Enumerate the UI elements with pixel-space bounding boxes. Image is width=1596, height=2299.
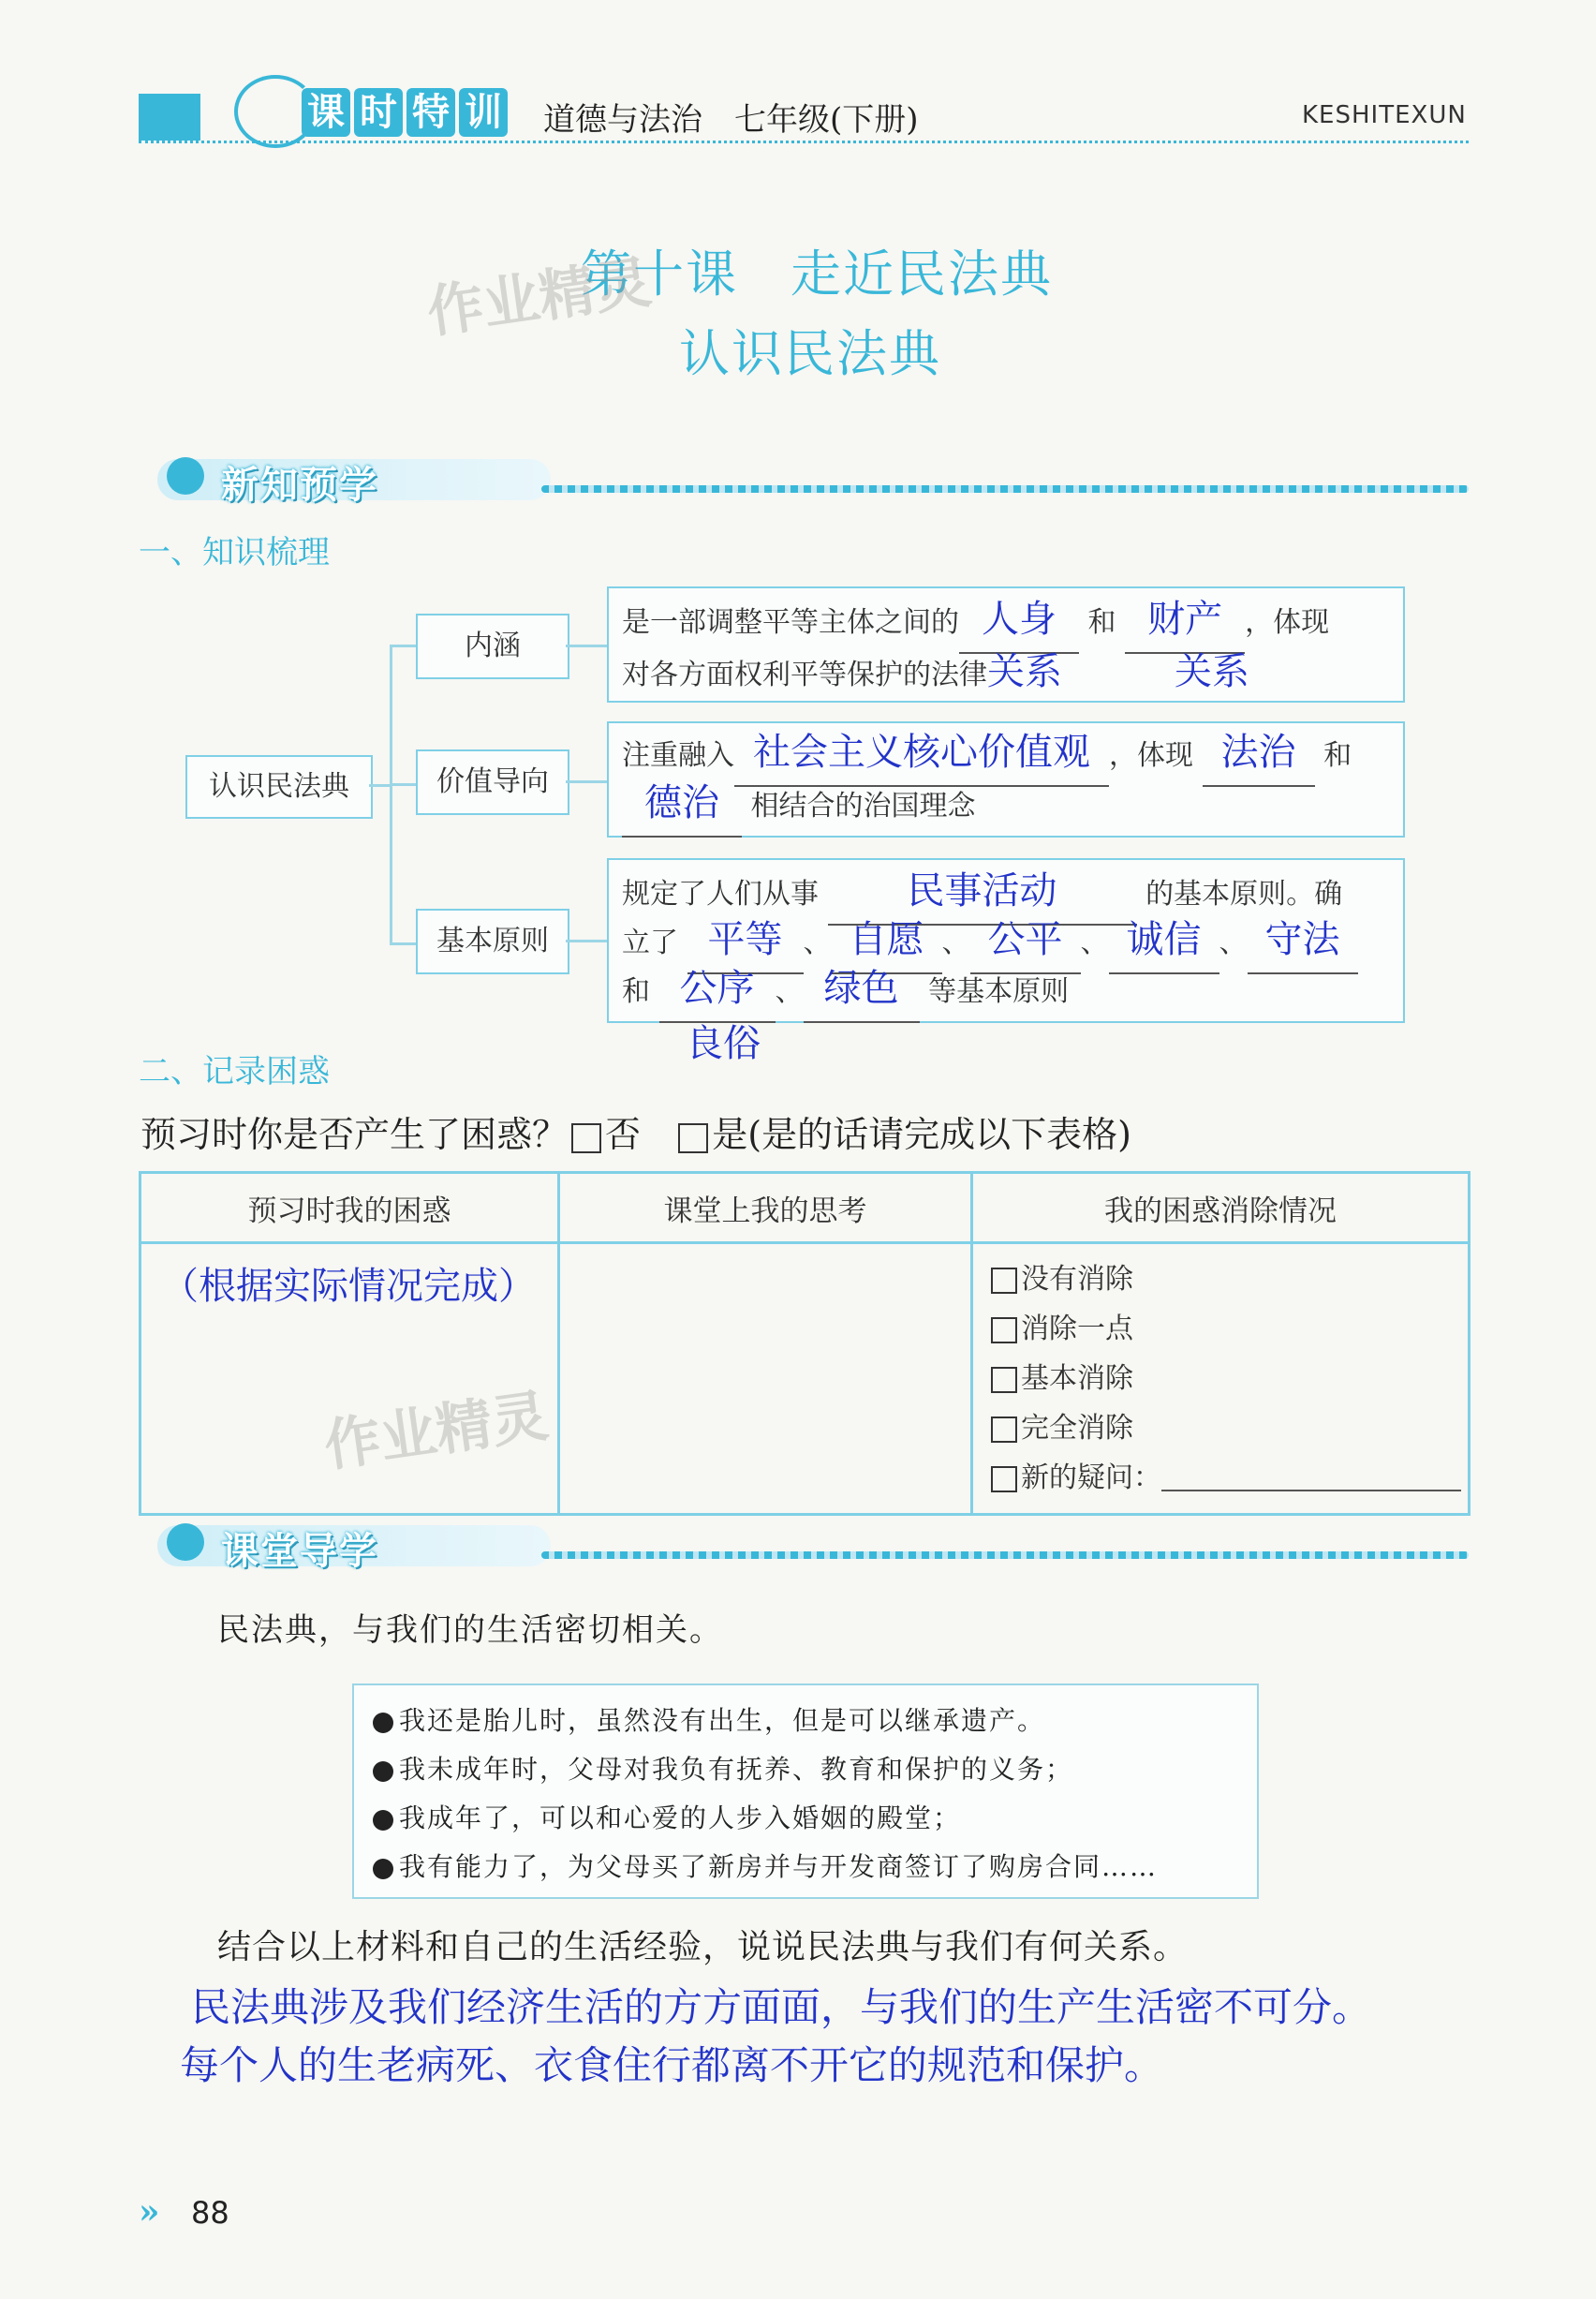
header-color-block	[139, 94, 200, 141]
tree-root	[185, 755, 373, 819]
text: 、	[941, 927, 970, 959]
text: 和	[1087, 606, 1116, 639]
answer: 公序	[679, 967, 755, 1010]
material-line	[373, 1798, 961, 1835]
text: ，体现	[1109, 739, 1193, 772]
banner-label: 新知预学	[221, 464, 378, 507]
section-banner-class	[139, 1518, 1469, 1574]
table-answer: （根据实际情况完成）	[161, 1265, 536, 1308]
answer: 自愿	[849, 918, 924, 961]
text: 和	[1323, 739, 1352, 772]
lesson-title: 第十课 走近民法典	[581, 245, 1053, 304]
watermark: 作业精灵	[319, 1383, 553, 1480]
connector	[566, 940, 607, 942]
brand-char: 训	[459, 88, 508, 137]
table-cell-status	[972, 1243, 1470, 1515]
blank	[622, 774, 742, 838]
answer: 财产	[1147, 598, 1223, 641]
blank	[1203, 723, 1315, 787]
text: 、	[1219, 927, 1248, 959]
section-banner-preview	[139, 452, 1469, 508]
brand-char: 课	[302, 88, 350, 137]
checkbox[interactable]	[991, 1268, 1017, 1294]
page-number: 88	[191, 2195, 229, 2231]
blank	[804, 959, 920, 1023]
answer: 人身	[982, 598, 1057, 641]
table-header-row	[140, 1173, 1470, 1243]
option-label: 基本消除	[1021, 1362, 1133, 1395]
answer: 关系	[987, 650, 1062, 693]
connector	[566, 780, 607, 783]
answer-line: 每个人的生老病死、衣食住行都离不开它的规范和保护。	[180, 2042, 1164, 2088]
text: 、	[1080, 927, 1109, 959]
text: 对各方面权利平等保护的法律	[622, 659, 987, 691]
material-line	[373, 1700, 1045, 1738]
option-yes-label: 是(是的话请完成以下表格)	[712, 1114, 1131, 1155]
text: 、	[775, 975, 804, 1008]
banner-rule	[541, 485, 1469, 493]
table-header: 预习时我的困惑	[140, 1173, 559, 1243]
checkbox[interactable]	[991, 1466, 1017, 1492]
heading-confusion: 二、记录困惑	[139, 1053, 330, 1090]
option-label: 没有消除	[1021, 1263, 1133, 1296]
material-box	[352, 1683, 1259, 1899]
connotation-line2	[622, 643, 1268, 705]
answer: 公平	[987, 918, 1063, 961]
bullet-icon	[373, 1713, 393, 1733]
connector	[566, 645, 607, 647]
text: 等基本原则	[928, 975, 1070, 1008]
table-header: 我的困惑消除情况	[972, 1173, 1470, 1243]
page-arrow-icon: »	[139, 2192, 160, 2232]
checkbox[interactable]	[991, 1317, 1017, 1343]
option-no-label: 否	[605, 1114, 642, 1155]
banner-label: 课堂导学	[221, 1530, 378, 1573]
question-prompt: 结合以上材料和自己的生活经验，说说民法典与我们有何关系。	[217, 1928, 1189, 1966]
banner-icon	[167, 457, 204, 495]
text: 相结合的治国理念	[750, 790, 976, 823]
table-cell-thinking[interactable]	[559, 1243, 972, 1515]
checkbox[interactable]	[991, 1367, 1017, 1393]
branch-label-text: 内涵	[465, 630, 521, 662]
answer: 德治	[644, 781, 719, 824]
material-text: 我有能力了，为父母买了新房并与开发商签订了购房合同……	[399, 1851, 1159, 1882]
answer: 法治	[1220, 731, 1296, 774]
text: 、	[803, 927, 832, 959]
text: 规定了人们从事	[622, 878, 819, 911]
brand-en: KESHITEXUN	[1302, 101, 1467, 129]
answer: 诚信	[1126, 918, 1202, 961]
text: 的基本原则。确	[1145, 878, 1343, 911]
new-question-blank[interactable]	[1161, 1490, 1461, 1491]
answer-extra: 良俗	[686, 1022, 761, 1065]
answer-line: 民法典涉及我们经济生活的方方面面，与我们的生产生活密不可分。	[191, 1984, 1372, 2030]
option-label: 新的疑问：	[1021, 1461, 1161, 1494]
branch-label-principles	[416, 909, 569, 974]
status-option[interactable]	[991, 1304, 1467, 1354]
connector	[390, 783, 416, 786]
checkbox-no[interactable]	[571, 1123, 601, 1153]
subject-label: 道德与法治 七年级(下册)	[543, 101, 919, 139]
bullet-icon	[373, 1859, 393, 1879]
text: 和	[622, 975, 650, 1008]
text: 注重融入	[622, 739, 734, 772]
status-option[interactable]	[991, 1354, 1467, 1403]
text: ，体现	[1245, 606, 1330, 639]
intro-text: 民法典，与我们的生活密切相关。	[217, 1611, 723, 1649]
material-text: 我成年了，可以和心爱的人步入婚姻的殿堂；	[399, 1802, 962, 1833]
branch-label-value	[416, 749, 569, 815]
bullet-icon	[373, 1761, 393, 1782]
header-divider	[139, 141, 1469, 143]
blank	[1109, 911, 1219, 974]
material-line	[373, 1847, 1158, 1884]
option-label: 消除一点	[1021, 1313, 1133, 1345]
watermark: 作业精灵	[422, 249, 656, 347]
answer: 平等	[707, 918, 783, 961]
text: 立了	[622, 927, 678, 959]
material-text: 我还是胎儿时，虽然没有出生，但是可以继承遗产。	[399, 1705, 1046, 1736]
connector	[390, 645, 392, 944]
topic-title: 认识民法典	[679, 324, 941, 383]
status-options	[991, 1254, 1467, 1503]
answer: 绿色	[823, 967, 899, 1010]
value-line2	[622, 774, 976, 838]
heading-knowledge: 一、知识梳理	[139, 534, 330, 571]
banner-icon	[167, 1523, 204, 1561]
material-text: 我未成年时，父母对我负有抚养、教育和保护的义务；	[399, 1754, 1074, 1785]
table-header: 课堂上我的思考	[559, 1173, 972, 1243]
branch-label-text: 价值导向	[436, 765, 549, 798]
option-label: 完全消除	[1021, 1412, 1133, 1445]
answer: 关系	[1175, 650, 1249, 693]
branch-label-text: 基本原则	[436, 925, 549, 957]
bullet-icon	[373, 1810, 393, 1831]
brand-char: 时	[354, 88, 403, 137]
question-text: 预习时你是否产生了困惑？	[140, 1114, 569, 1155]
tree-root-label: 认识民法典	[209, 770, 349, 803]
checkbox[interactable]	[991, 1416, 1017, 1443]
brand-title	[302, 88, 508, 137]
connector	[390, 942, 416, 945]
answer: 守法	[1264, 918, 1340, 961]
answer: 社会主义核心价值观	[753, 731, 1090, 774]
connector	[369, 784, 390, 787]
text: 是一部调整平等主体之间的	[622, 606, 959, 639]
blank	[1248, 911, 1358, 974]
material-line	[373, 1749, 1073, 1787]
brand-char: 特	[406, 88, 455, 137]
status-option[interactable]	[991, 1453, 1467, 1503]
checkbox-yes[interactable]	[678, 1123, 708, 1153]
connector	[390, 645, 416, 647]
banner-rule	[541, 1551, 1469, 1559]
status-option[interactable]	[991, 1403, 1467, 1453]
confusion-question	[140, 1105, 1131, 1157]
answer: 民事活动	[907, 869, 1057, 912]
status-option[interactable]	[991, 1254, 1467, 1304]
branch-label-connotation	[416, 614, 569, 679]
